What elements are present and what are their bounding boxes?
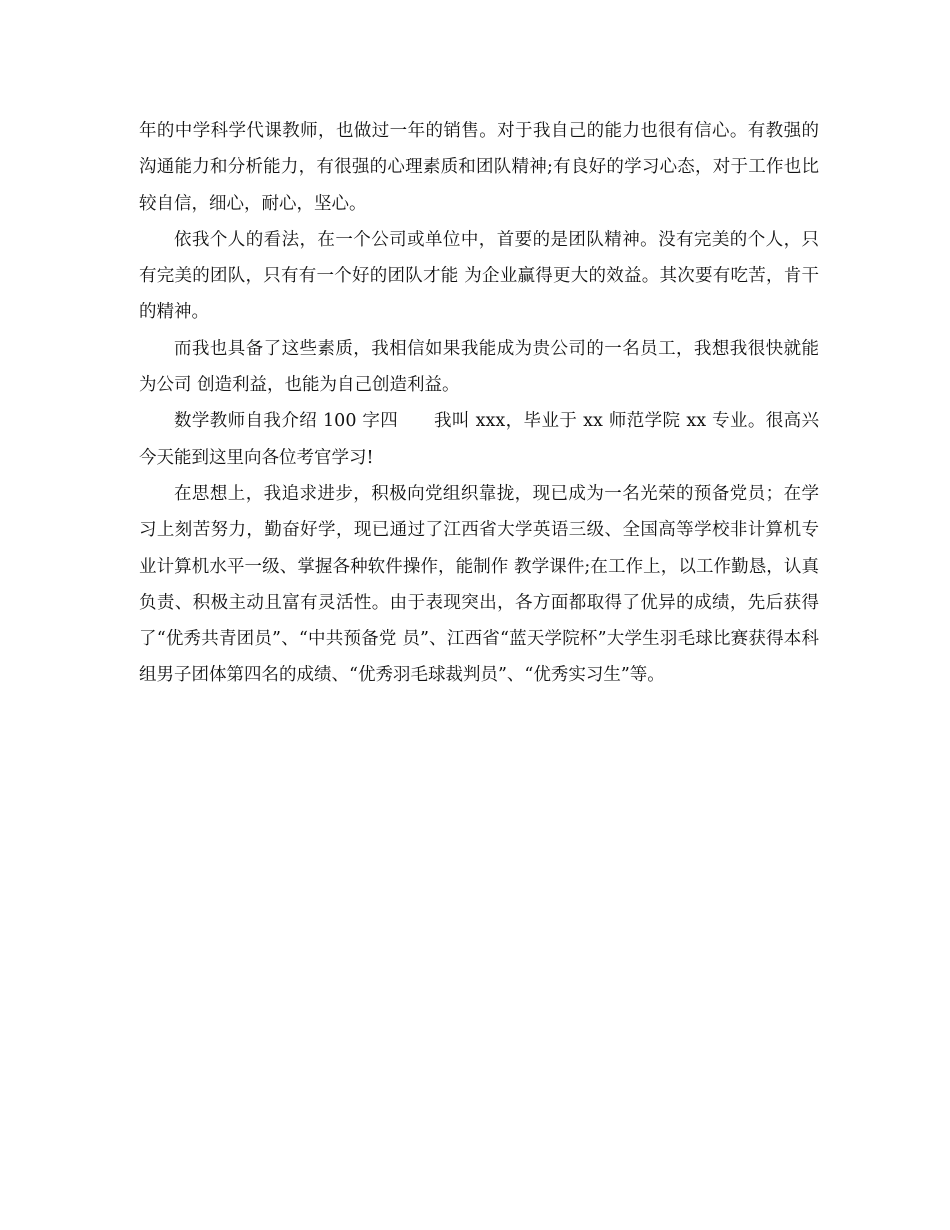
paragraph-3: 而我也具备了这些素质，我相信如果我能成为贵公司的一名员工，我想我很快就能为公司 创造利益，也能为自己创造利益。 bbox=[139, 338, 819, 396]
document-body bbox=[139, 113, 819, 694]
paragraph-1: 年的中学科学代课教师，也做过一年的销售。对于我自己的能力也很有信心。有教强的沟通能力和分析能力，有很强的心理素质和团队精神;有良好的学习心态，对于工作也比较自信，细心，耐心，坚心。 bbox=[139, 121, 819, 214]
paragraph-5: 在思想上，我追求进步，积极向党组织靠拢，现已成为一名光荣的预备党员；在学习上刻苦努力，勤奋好学，现已通过了江西省大学英语三级、全国高等学校非计算机专业计算机水平一级、掌握各种软件操作，能制作 教学课件;在工作上，以工作勤恳，认真负责、积极主动且富有灵活性。由于表现突出，各方面都取得了优异的成绩，先后获得了“优秀共青团员”、“中共预备党 员”、江西省“蓝天学院杯”大学生羽毛球比赛获得本科组男子团体第四名的成绩、“优秀羽毛球裁判员”、“优秀实习生”等。 bbox=[139, 483, 819, 686]
paragraph-2: 依我个人的看法，在一个公司或单位中，首要的是团队精神。没有完美的个人，只有完美的团队，只有有一个好的团队才能 为企业赢得更大的效益。其次要有吃苦，肯干的精神。 bbox=[139, 229, 819, 323]
paragraph-4: 数学教师自我介绍 100 字四 我叫 xxx，毕业于 xx 师范学院 xx 专业。很高兴今天能到这里向各位考官学习! bbox=[139, 411, 819, 468]
